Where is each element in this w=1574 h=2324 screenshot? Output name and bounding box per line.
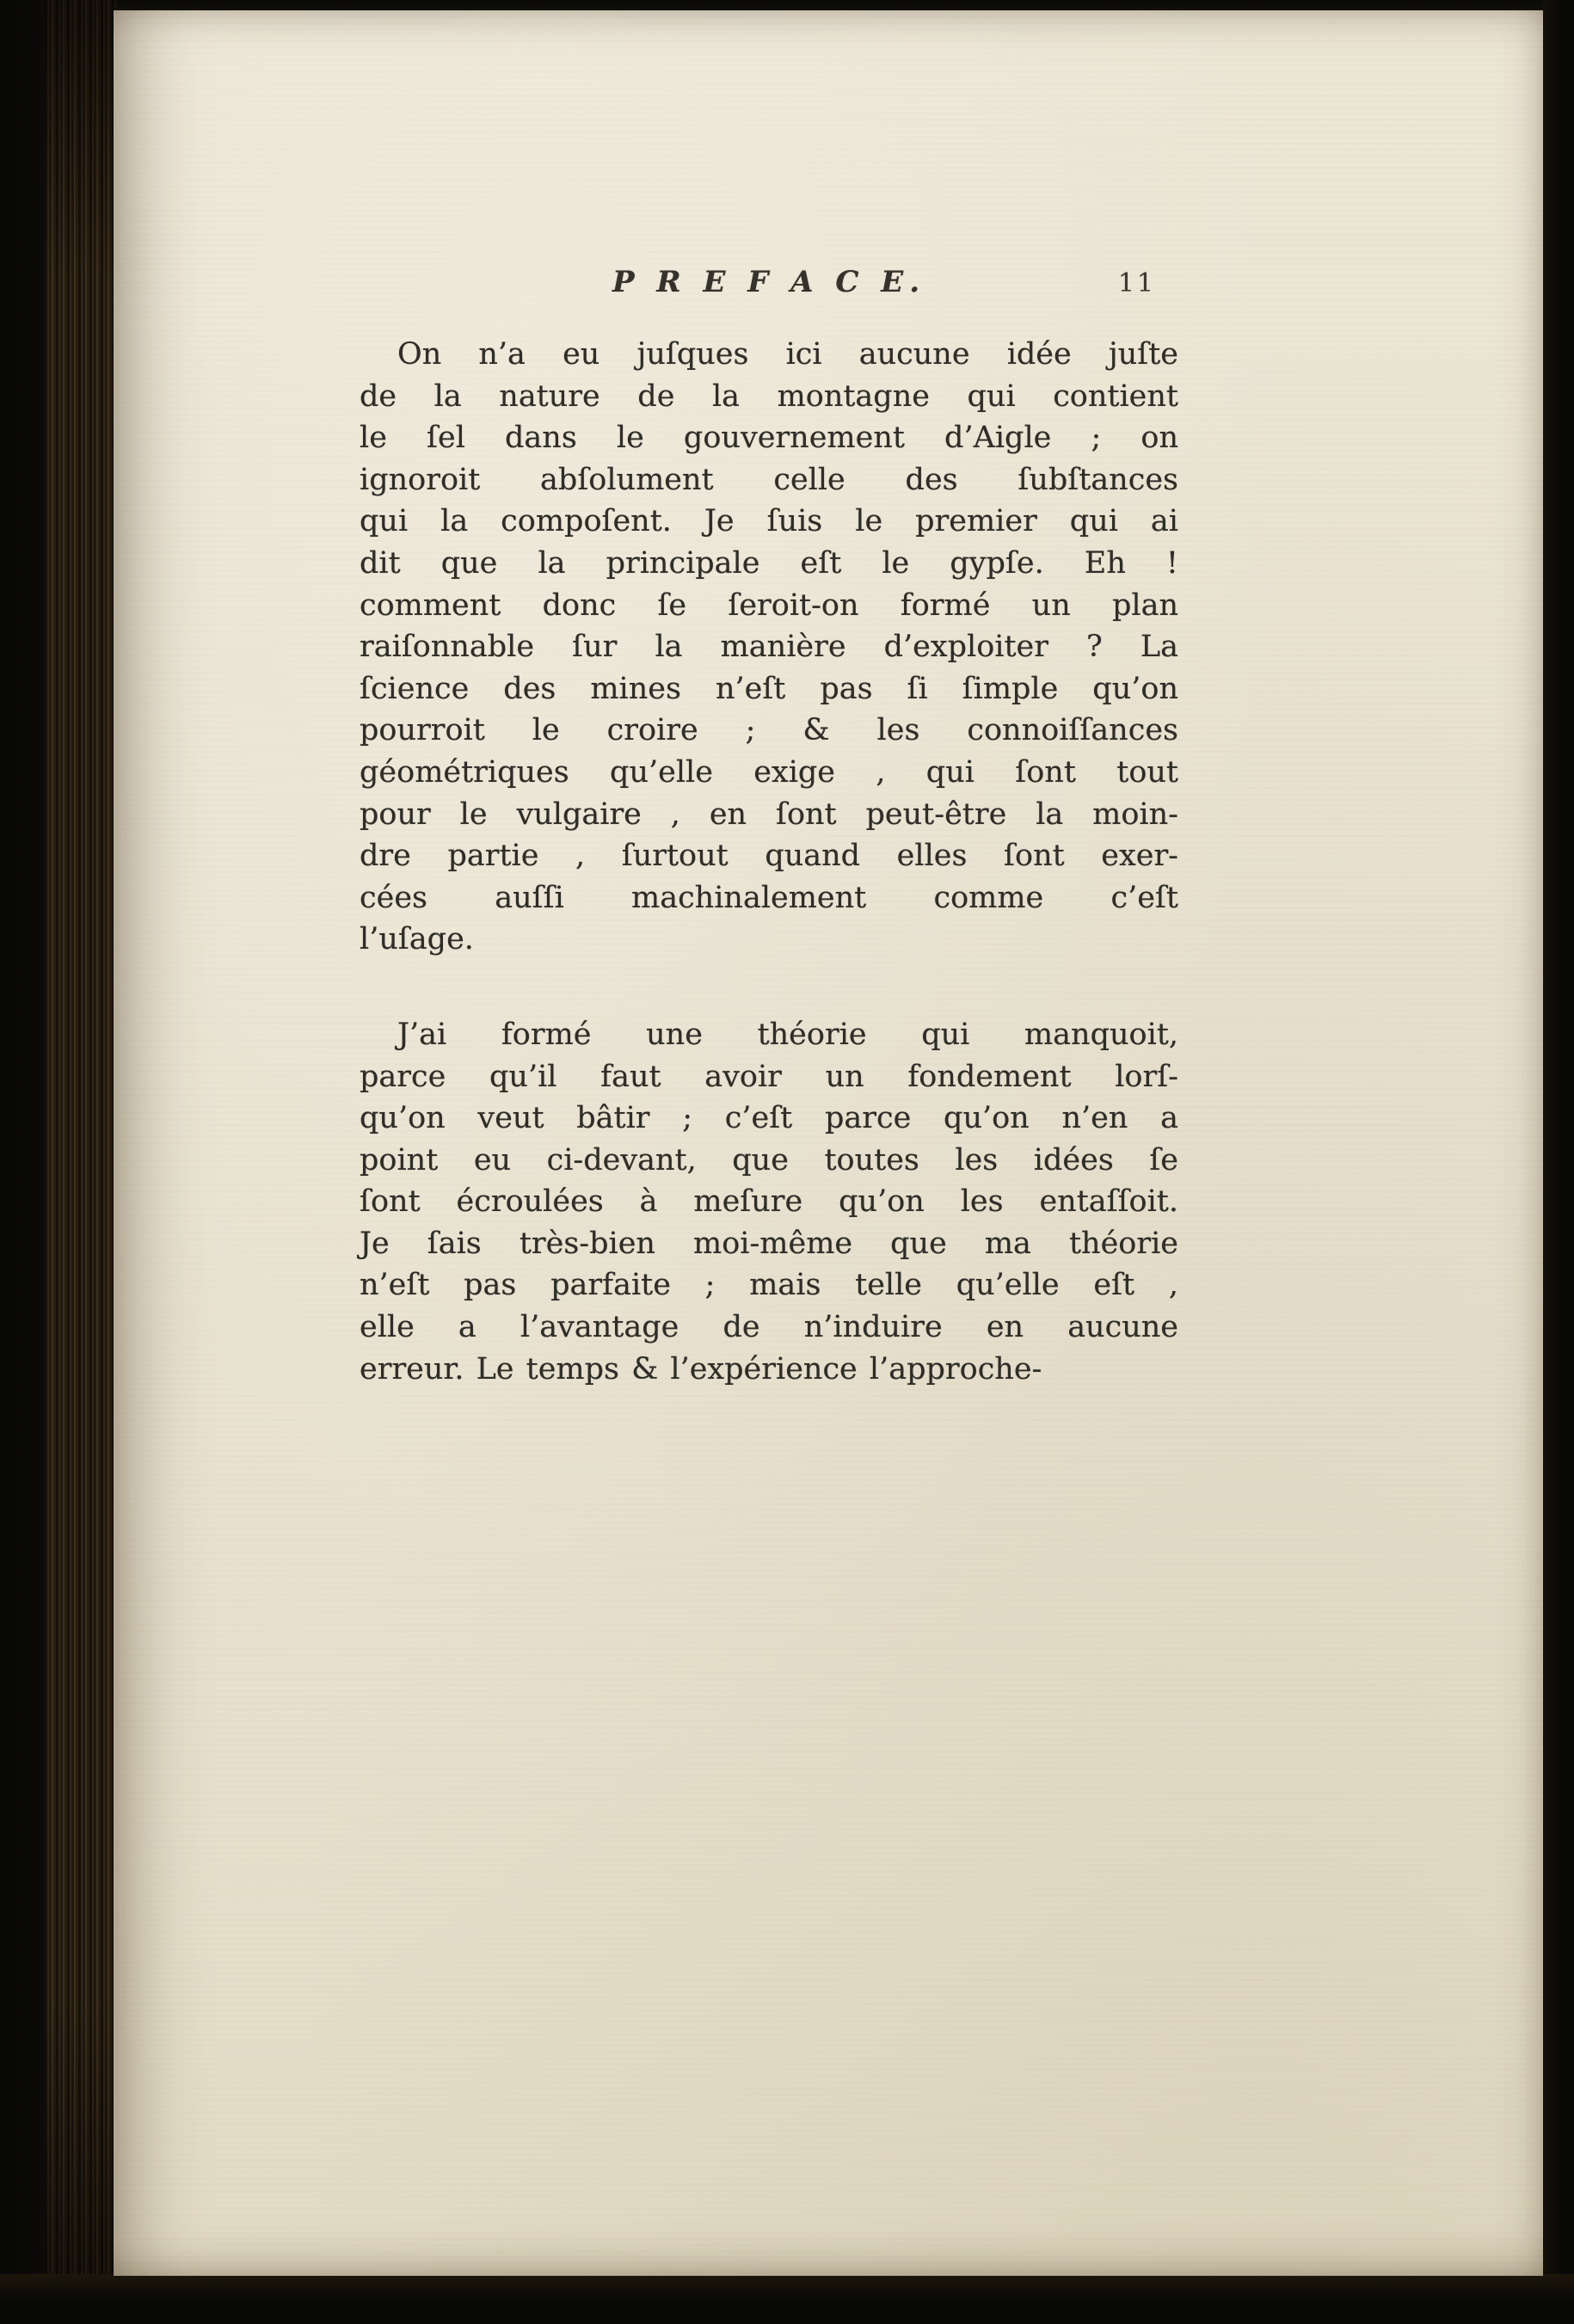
text-line: géométriques qu’elle exige , qui ſont tout — [360, 754, 1178, 790]
scan-edge-left — [0, 0, 45, 2324]
scan-edge-right — [1543, 0, 1574, 2324]
text-line: elle a l’avantage de n’induire en aucune — [360, 1310, 1178, 1345]
text-line: parce qu’il faut avoir un fondement lorſ- — [360, 1059, 1178, 1094]
text-line: le ſel dans le gouvernement d’Aigle ; on — [360, 421, 1178, 456]
text-line: pourroit le croire ; & les connoiſſances — [360, 713, 1178, 748]
text-line: ſcience des mines n’eſt pas ſi ſimple qu’on — [360, 671, 1178, 706]
text-line: erreur. Le temps & l’expérience l’approche- — [360, 1351, 1042, 1386]
text-line: cées auſſi machinalement comme c’eſt — [360, 880, 1178, 915]
text-line: Je ſais très-bien moi-même que ma théorie — [360, 1226, 1178, 1261]
page-header — [360, 265, 1178, 315]
scan-edge-bottom — [0, 2274, 1574, 2324]
text-line: raiſonnable ſur la manière d’exploiter ? La — [360, 630, 1178, 665]
text-line: qu’on veut bâtir ; c’eſt parce qu’on n’en a — [360, 1101, 1178, 1136]
paragraph-container — [360, 334, 1178, 1390]
book-page — [114, 10, 1543, 2276]
preface-title: P R E F A C E. — [612, 265, 926, 299]
book-page-edges — [45, 0, 117, 2324]
text-line: comment donc ſe ſeroit-on formé un plan — [360, 587, 1178, 623]
text-line: dre partie , ſurtout quand elles ſont exer- — [360, 839, 1178, 874]
text-line: point eu ci-devant, que toutes les idées ſe — [360, 1142, 1178, 1177]
text-line: de la nature de la montagne qui contient — [360, 378, 1178, 414]
page-number: 11 — [1117, 268, 1156, 298]
paragraph — [360, 334, 1178, 961]
text-line: qui la compoſent. Je ſuis le premier qui ai — [360, 504, 1178, 539]
text-block — [360, 265, 1178, 1390]
text-line: pour le vulgaire , en ſont peut-être la moin- — [360, 796, 1178, 832]
text-line: J’ai formé une théorie qui manquoit, — [397, 1017, 1178, 1052]
text-line: ſont écroulées à meſure qu’on les entaſſoit. — [360, 1184, 1178, 1220]
text-line: n’eſt pas parfaite ; mais telle qu’elle eſt , — [360, 1268, 1178, 1303]
text-line: l’uſage. — [360, 922, 474, 957]
paragraph — [360, 1014, 1178, 1390]
text-line: ignoroit abſolument celle des ſubſtances — [360, 462, 1178, 497]
text-line: dit que la principale eſt le gypſe. Eh ! — [360, 545, 1178, 581]
text-line: On n’a eu juſques ici aucune idée juſte — [397, 337, 1178, 372]
